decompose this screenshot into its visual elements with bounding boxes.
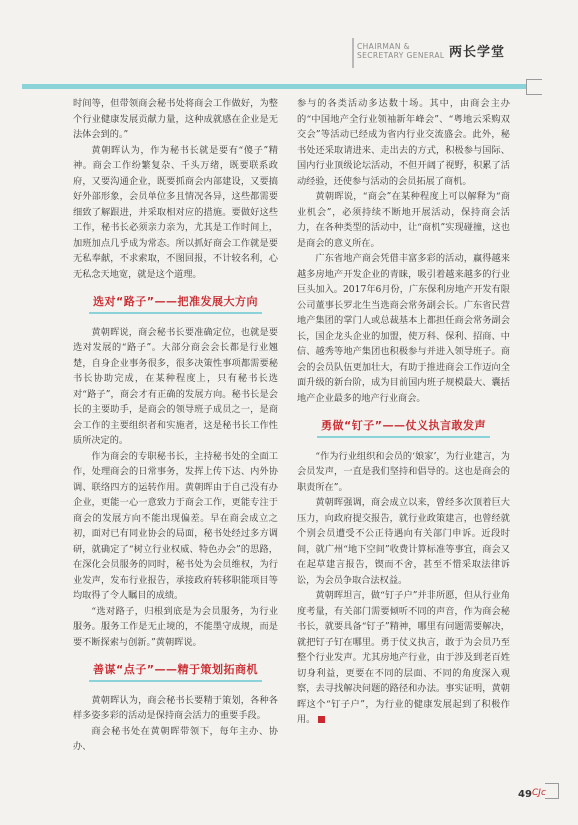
section-heading-text: 选对“路子”——把准发展大方向 — [89, 294, 262, 314]
paragraph: 黄朝晖说，“商会”在某种程度上可以解释为“商业机会”，必须持续不断地开展活动，保持商会活力，在各种类型的活动中，让“商机”实现碰撞，这也是商会的意义所在。 — [297, 191, 510, 249]
section-heading-text: 勇做“钉子”——仗义执言敢发声 — [317, 418, 490, 438]
paragraph — [297, 588, 510, 728]
top-accent-bar — [22, 84, 526, 89]
page-corner-bracket — [545, 783, 559, 799]
header-divider — [352, 38, 354, 68]
paragraph: 广东省地产商会凭借丰富多彩的活动，赢得越来越多房地产开发企业的青睐，吸引着越来越多的行业巨头加入。2017年6月份，广东保利房地产开发有限公司董事长罗北生当选商会常务副会长。广东省民营地产集团的掌门人或总裁基本上都担任商会常务副会长，国企龙头企业的加盟，使万科、保利、招商、中信、越秀等地产集团也积极参与并进入领导班子。商会的会员队伍更加壮大，有助于推进商会工作迈向全面升级的新台阶，成为目前国内班子规模最大、囊括地产企业最多的地产行业商会。 — [297, 253, 510, 404]
section-heading — [73, 662, 278, 682]
left-column — [73, 96, 278, 755]
paragraph: 参与的各类活动多达数十场。其中，由商会主办的“中国地产全行业领袖新年峰会”、“粤地云采购双交会”等活动已经成为省内行业交流盛会。此外，秘书处还采取请进来、走出去的方式，积极参与国际、国内行业顶级论坛活动，不但开阔了视野，积累了活动经验，还使参与活动的会员拓展了商机。 — [297, 98, 510, 187]
paragraph: 作为商会的专职秘书长，主持秘书处的全面工作，处理商会的日常事务，发挥上传下达、内外协调、联络四方的运转作用。黄朝晖由于自己没有办企业，更能一心一意致力于商会工作，更能专注于商会的发展方向不能出现偏差。早在商会成立之初，面对已有同业协会的局面，秘书处经过多方调研，就确定了“树立行业权威、特色办会”的思路，在深化会员服务的同时，秘书处为会员维权，为行业发声，发布行业报告，承接政府转移职能项目等均取得了令人瞩目的成绩。 — [73, 450, 278, 601]
paragraph: 黄朝晖认为，商会秘书长要精于策划，各种各样多姿多彩的活动是保持商会活力的重要手段。 — [73, 694, 278, 721]
page-number: 49 — [518, 789, 532, 800]
column-name-english-line2: SECRETARY GENERAL — [357, 51, 445, 60]
article-end-mark — [318, 716, 325, 723]
column-name-chinese: 两长学堂 — [449, 45, 506, 60]
paragraph-text: 黄朝晖坦言，做“钉子户”并非所愿，但从行业角度考量，有关部门需要倾听不同的声音，作为商会秘书长，就要具备“钉子”精神，哪里有问题需要解决，就把钉子钉在哪里。勇于仗义执言，敢于为会员乃至整个行业发声。尤其房地产行业，由于涉及到老百姓切身利益，更要在不同的层面、不同的角度深入观察，去寻找解决问题的路径和办法。事实证明，黄朝晖这个“钉子户”，为行业的健康发展起到了积极作用。 — [297, 590, 510, 725]
paragraph: 商会秘书处在黄朝晖带领下，每年主办、协办、 — [73, 725, 278, 752]
right-column — [297, 96, 510, 728]
column-name-english-line1: CHAIRMAN & — [357, 42, 410, 51]
magazine-logo: CJc — [532, 788, 546, 798]
column-name-english — [357, 42, 444, 60]
paragraph: 黄朝晖强调，商会成立以来，曾经多次顶着巨大压力，向政府提交报告，就行业政策建言，也曾经就个别会员遭受不公正待遇向有关部门申诉。近段时间，就广州“地下空间”收费计算标准等事宜，商会又在起草建言报告，锲而不舍，甚至不惜采取法律诉讼，为会员争取合法权益。 — [297, 497, 510, 586]
paragraph: 黄朝晖说，商会秘书长要准确定位，也就是要选对发展的“路子”。大部分商会会长都是行业翘楚，自身企业事务很多，很多决策性事项都需要秘书长协助完成，在某种程度上，只有秘书长选对“路子”，商会才有正确的发展方向。秘书长是会长的主要助手，是商会的领导班子成员之一，是商会工作的主要组织者和实施者，这是秘书长工作性质所决定的。 — [73, 326, 278, 446]
top-corner-bracket — [526, 79, 542, 95]
section-heading-text: 善谋“点子”——精于策划拓商机 — [89, 662, 262, 682]
paragraph: “作为行业组织和会员的‘娘家’，为行业建言，为会员发声，一直是我们坚持和倡导的。这也是商会的职责所在”。 — [297, 450, 510, 493]
paragraph: 黄朝晖认为，作为秘书长就是要有“傻子”精神。商会工作纷繁复杂、千头万绪，既要联系政府，又要沟通企业，既要抓商会内部建设，又要搞好外部形象，会员单位多且情况各异，这些都需要细致了解跟进，并采取相对应的措施。要做好这些工作，秘书长必须亲力亲为，尤其是工作时间上，加班加点几乎成为常态。所以抓好商会工作就是要无私奉献，不求索取，不图回报，不计较名利，心无私念天地宽，就是这个道理。 — [73, 144, 278, 280]
section-heading — [73, 294, 278, 314]
paragraph: 时间等，但带领商会秘书处将商会工作做好，为整个行业健康发展贡献力量，这种成就感在企业是无法体会到的。” — [73, 98, 278, 140]
section-heading — [297, 418, 510, 438]
paragraph: “选对路子，归根到底是为会员服务，为行业服务。服务工作是无止境的，不能墨守成规，而是要不断探索与创新。”黄朝晖说。 — [73, 605, 278, 648]
